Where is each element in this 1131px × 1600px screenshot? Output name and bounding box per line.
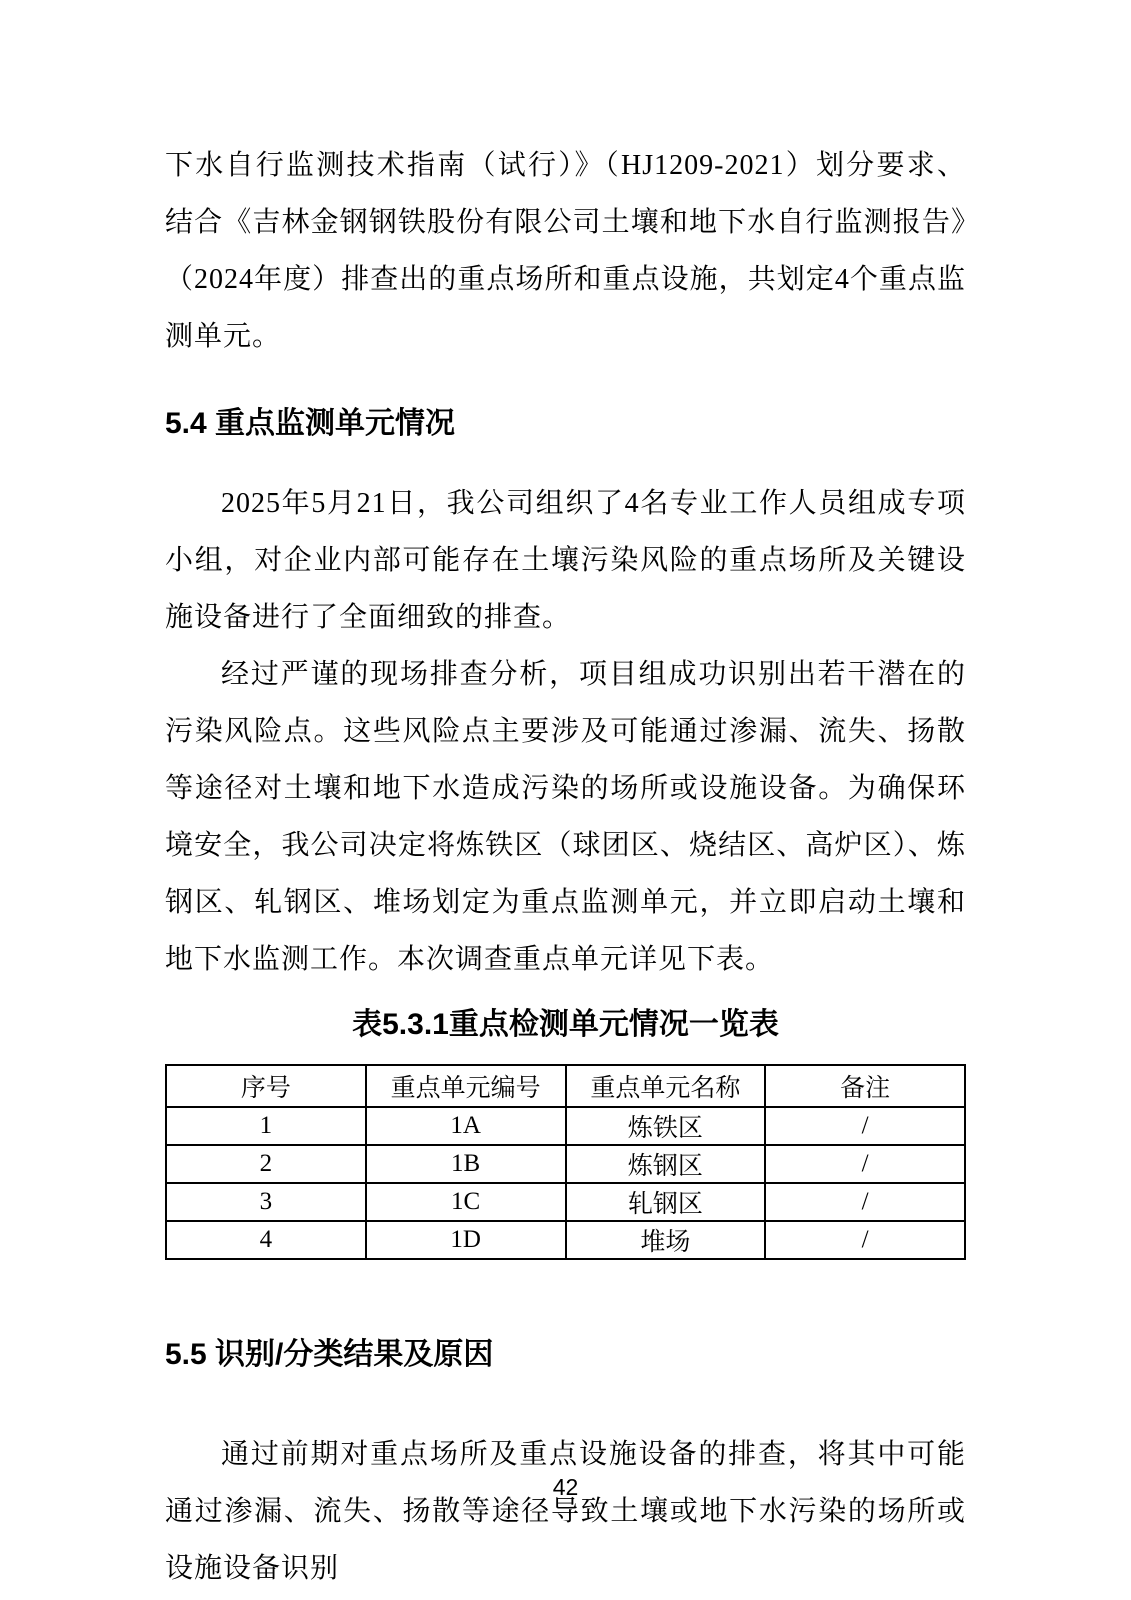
table-cell: 炼钢区: [566, 1145, 766, 1183]
table-cell: 4: [166, 1221, 366, 1259]
intro-continuation-paragraph: 下水自行监测技术指南（试行）》（HJ1209-2021）划分要求、结合《吉林金钢钢铁股份有限公司土壤和地下水自行监测报告》（2024年度）排查出的重点场所和重点设施，共划定4个重点监测单元。: [165, 150, 966, 352]
table-cell: 1A: [366, 1107, 566, 1145]
table-cell: 轧钢区: [566, 1183, 766, 1221]
table-cell: 1: [166, 1107, 366, 1145]
table-row: [166, 1183, 965, 1221]
table-cell: 2: [166, 1145, 366, 1183]
table-cell: 1D: [366, 1221, 566, 1259]
table-header-row: [166, 1065, 965, 1107]
table-row: [166, 1221, 965, 1259]
section-5-5-paragraph-1: 通过前期对重点场所及重点设施设备的排查，将其中可能通过渗漏、流失、扬散等途径导致土壤或地下水污染的场所或设施设备识别: [165, 1439, 966, 1584]
section-5-4-heading: 5.4 重点监测单元情况: [165, 407, 456, 440]
monitoring-units-table: [165, 1064, 966, 1260]
page-content: [165, 137, 966, 1597]
table-cell: /: [765, 1221, 965, 1259]
table-header-cell-remark: 备注: [765, 1065, 965, 1107]
table-cell: /: [765, 1183, 965, 1221]
section-5-4-paragraph-1: 2025年5月21日，我公司组织了4名专业工作人员组成专项小组，对企业内部可能存在土壤污染风险的重点场所及关键设施设备进行了全面细致的排查。: [165, 488, 966, 633]
section-5-4-paragraph-2: 经过严谨的现场排查分析，项目组成功识别出若干潜在的污染风险点。这些风险点主要涉及可能通过渗漏、流失、扬散等途径对土壤和地下水造成污染的场所或设施设备。为确保环境安全，我公司决定将炼铁区（球团区、烧结区、高炉区）、炼钢区、轧钢区、堆场划定为重点监测单元，并立即启动土壤和地下水监测工作。本次调查重点单元详见下表。: [165, 659, 966, 975]
section-5-5-heading: 5.5 识别/分类结果及原因: [165, 1338, 494, 1371]
table-header-cell-unit-name: 重点单元名称: [566, 1065, 766, 1107]
table-cell: 炼铁区: [566, 1107, 766, 1145]
table-row: [166, 1107, 965, 1145]
table-cell: /: [765, 1107, 965, 1145]
table-cell: 1B: [366, 1145, 566, 1183]
table-cell: 堆场: [566, 1221, 766, 1259]
page-number: 42: [552, 1474, 579, 1500]
table-row: [166, 1145, 965, 1183]
table-5-3-1-caption: 表5.3.1重点检测单元情况一览表: [352, 1008, 779, 1041]
table-header-cell-seq: 序号: [166, 1065, 366, 1107]
table-header-cell-unit-code: 重点单元编号: [366, 1065, 566, 1107]
table-cell: /: [765, 1145, 965, 1183]
table-cell: 1C: [366, 1183, 566, 1221]
table-cell: 3: [166, 1183, 366, 1221]
